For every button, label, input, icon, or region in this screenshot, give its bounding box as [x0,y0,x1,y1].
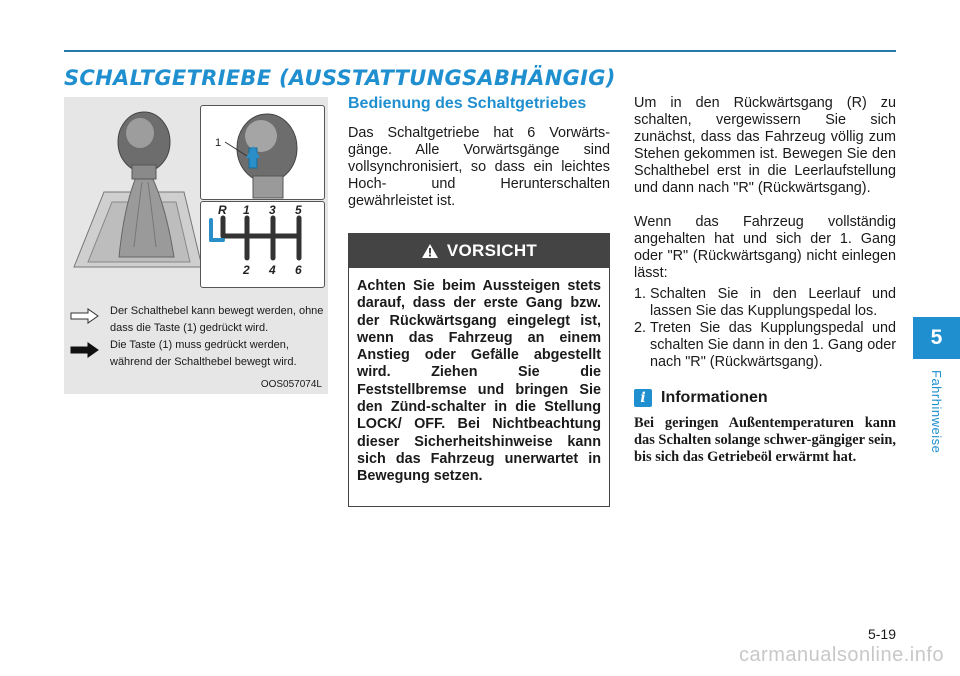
figure-legend [64,303,328,371]
stopped-paragraph: Wenn das Fahrzeug vollständig angehalten hat und sich der 1. Gang oder "R" (Rückwärtsgang) nicht einlegen lässt: [634,214,896,281]
info-title: Informationen [661,389,768,406]
solid-arrow-icon [70,341,100,359]
info-header [634,389,896,407]
column-right [634,95,896,466]
reverse-gear-paragraph: Um in den Rückwärtsgang (R) zu schalten, vergewissern Sie sich zunächst, dass das Fahrzeug völlig zum Stehen gekommen ist. Bewegen Sie den Schalthebel erst in die Leerlaufstellung und dann nach "R" (Rückwärtsgang). [634,95,896,196]
column-middle [348,95,610,210]
info-text: Bei geringen Außentemperaturen kann das Schalten solange schwer-gängiger sein, bis sich das Getriebeöl erwärmt hat. [634,415,896,465]
caution-text: Achten Sie beim Aussteigen stets darauf, dass der erste Gang bzw. der Rückwärtsgang eingelegt ist, wenn das Fahrzeug an einem Anstieg oder Gefälle abgestellt wird. Ziehen Sie die Feststellbremse und bringen Sie den Zünd-schalter in die Stellung LOCK/ OFF. Bei Nichtbeachtung dieser Sicherheitshinweise kann sich das Fahrzeug unerwartet in Bewegung setzen. [357,278,601,485]
figure-gear-shifter [64,97,328,394]
outline-arrow-icon [70,307,100,325]
inset-gear-pattern [200,201,325,288]
inset-knob-button [200,105,325,200]
chapter-label: Fahrhinweise [929,370,944,454]
section-heading: Bedienung des Schaltgetriebes [348,95,587,112]
page-title: SCHALTGETRIEBE (AUSSTATTUNGSABHÄNGIG) [64,66,616,90]
gate-label-4: 4 [269,263,276,277]
caution-header [349,234,609,268]
gate-label-3: 3 [269,203,276,217]
watermark: carmanualsonline.info [738,644,944,666]
steps-list [634,286,896,371]
gate-label-6: 6 [295,263,302,277]
gate-label-2: 2 [243,263,250,277]
info-icon: i [634,389,652,407]
gate-label-5: 5 [295,203,302,217]
figure-code: OOS057074L [260,379,322,390]
top-rule [64,50,896,52]
caution-label: VORSICHT [446,241,538,260]
callout-number: 1 [215,137,222,149]
gate-label-1: 1 [243,203,250,217]
list-item: 2. Treten Sie das Kupplungspedal und schalten Sie dann in den 1. Gang oder nach "R" (Rückwärtsgang). [634,320,896,370]
section-intro: Das Schaltgetriebe hat 6 Vorwärts-gänge. Alle Vorwärtsgänge sind vollsynchronisiert, so dass ein leichtes Hoch- und Herunterschalten gewährleistet ist. [348,125,610,209]
chapter-tab[interactable]: 5 [913,317,960,359]
list-item: 1. Schalten Sie in den Leerlauf und lassen Sie das Kupplungspedal los. [634,286,896,319]
legend-item-free: Der Schalthebel kann bewegt werden, ohne dass die Taste (1) gedrückt wird. [64,303,328,337]
caution-box [348,233,610,507]
legend-item-button: Die Taste (1) muss gedrückt werden, während der Schalthebel bewegt wird. [64,337,328,371]
gate-label-r: R [218,203,227,217]
warning-triangle-icon [421,243,439,259]
page-number: 5-19 [867,626,896,642]
